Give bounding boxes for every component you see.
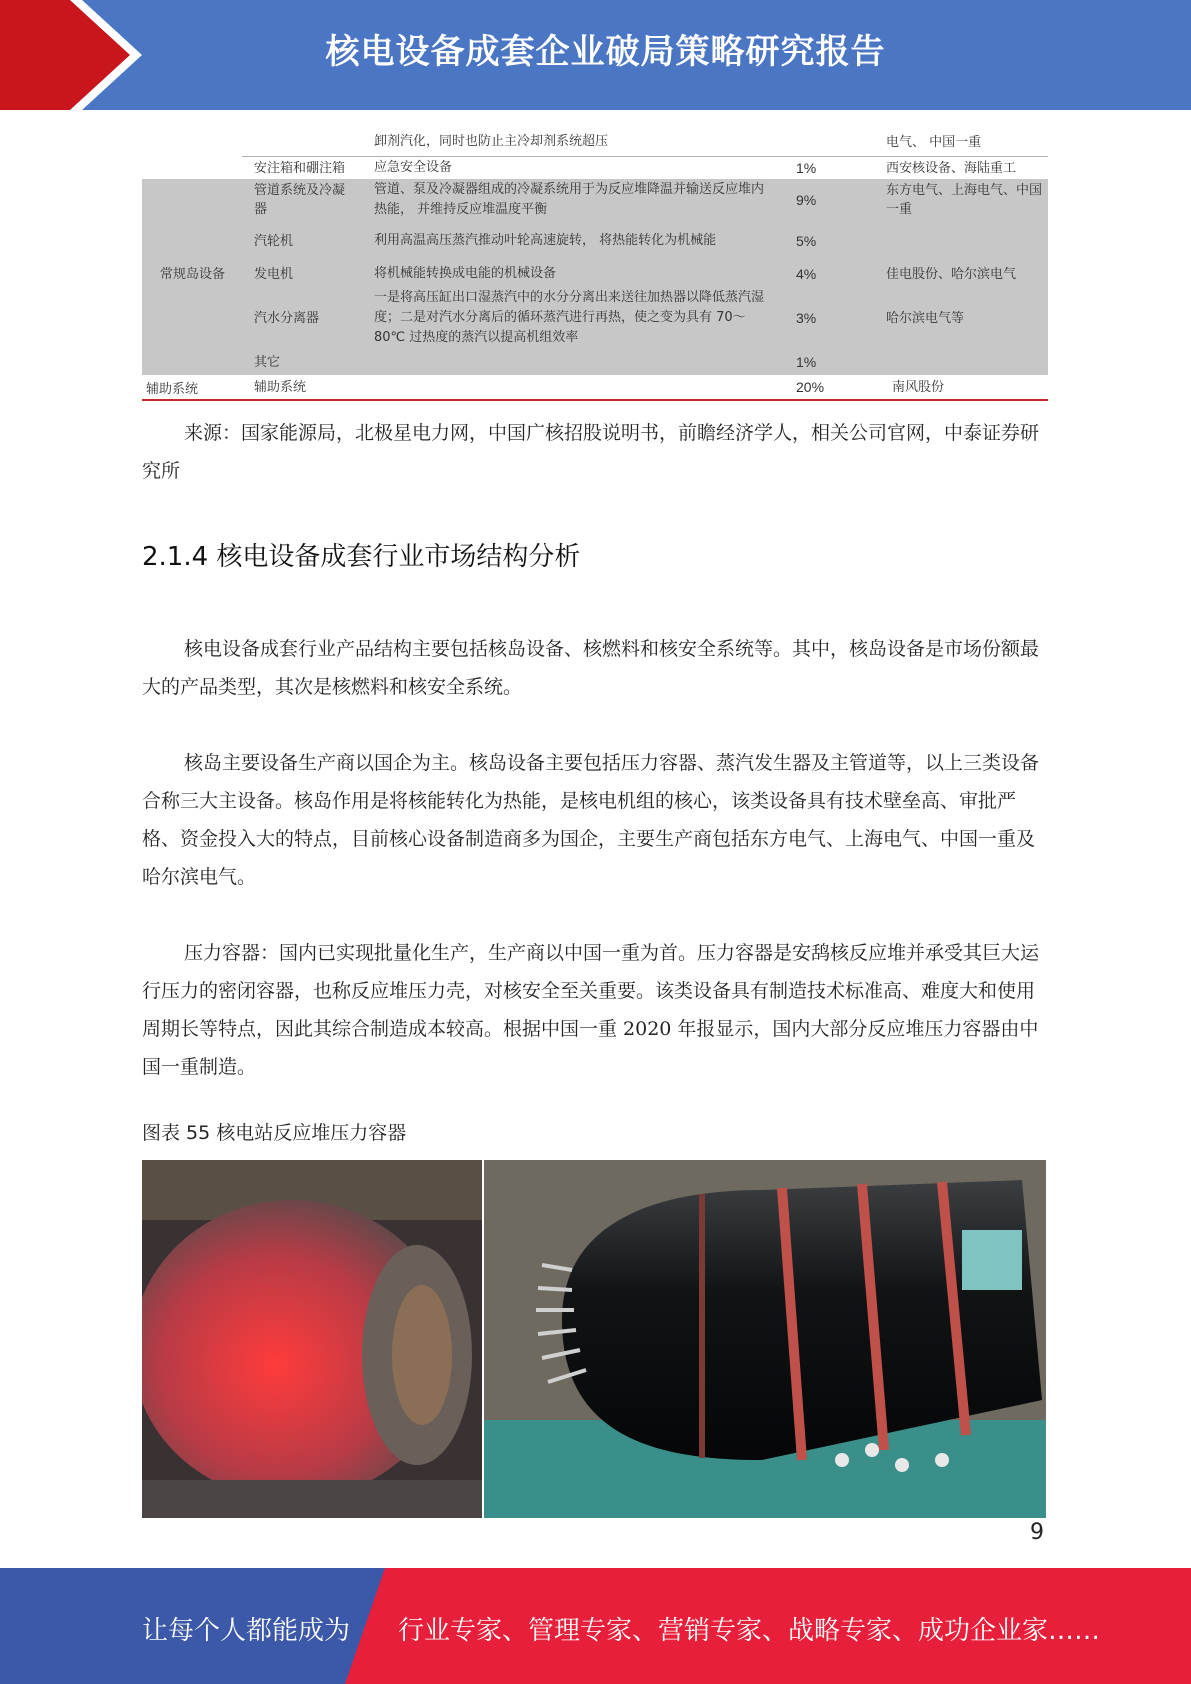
table-row: 管道系统及冷凝器 管道、泵及冷凝器组成的冷凝系统用于为反应堆降温并输送反应堆内热能， 并维持反应堆温度平衡 9% 东方电气、上海电气、中国一重 bbox=[254, 182, 1043, 217]
table-bottom-rule bbox=[142, 399, 1048, 401]
table-row: 汽轮机 利用高温高压蒸汽推动叶轮高速旋转， 将热能转化为机械能 5% bbox=[254, 233, 817, 249]
page-header bbox=[0, 0, 1191, 110]
paragraph-3: 压力容器：国内已实现批量化生产，生产商以中国一重为首。压力容器是安鸹核反应堆并承受其巨大运行压力的密闭容器，也称反应堆压力壳，对核安全至关重要。该类设备具有制造技术标准高、难度大和使用周期长等特点，因此其综合制造成本较高。根据中国一重 2020 年报显示，国内大部分反应堆压力容器由中国一重制造。 bbox=[142, 942, 1040, 1078]
section-heading: 2.1.4 核电设备成套行业市场结构分析 bbox=[142, 542, 581, 572]
category-label: 常规岛设备 bbox=[160, 267, 226, 282]
equipment-table bbox=[142, 128, 1048, 401]
paragraph-1: 核电设备成套行业产品结构主要包括核岛设备、核燃料和核安全系统等。其中，核岛设备是市场份额最大的产品类型，其次是核燃料和核安全系统。 bbox=[142, 638, 1040, 698]
paragraph-2: 核岛主要设备生产商以国企为主。核岛设备主要包括压力容器、蒸汽发生器及主管道等，以上三类设备合称三大主设备。核岛作用是将核能转化为热能，是核电机组的核心，该类设备具有技术壁垒高、审批严格、资金投入大的特点，目前核心设备制造商多为国企，主要生产商包括东方电气、上海电气、中国一重及哈尔滨电气。 bbox=[142, 752, 1040, 888]
report-title: 核电设备成套企业破局策略研究报告 bbox=[325, 32, 886, 72]
table-row: 辅助系统 辅助系统 20% 南风股份 bbox=[146, 379, 945, 397]
footer-slogan-right: 行业专家、管理专家、营销专家、战略专家、成功企业家…… bbox=[398, 1616, 1101, 1646]
page-number: 9 bbox=[1030, 1520, 1044, 1545]
table-row: 发电机 将机械能转换成电能的机械设备 4% 佳电股份、哈尔滨电气 bbox=[254, 266, 1017, 282]
table-row: 安注箱和硼注箱 应急安全设备 1% 西安核设备、海陆重工 bbox=[254, 160, 1017, 176]
table-row: 汽水分离器 一是将高压缸出口湿蒸汽中的水分分离出来送往加热器以降低蒸汽湿度；二是对汽水分离后的循环蒸汽进行再热，使之变为具有 70～80℃ 过热度的蒸汽以提高机组效率 3% 哈尔滨电气等 bbox=[254, 290, 965, 345]
table-row: 卸剂汽化，同时也防止主冷却剂系统超压 电气、 中国一重 bbox=[374, 134, 982, 150]
reactor-pressure-vessel-photo bbox=[142, 1160, 1046, 1518]
table-row: 其它 1% bbox=[254, 354, 817, 370]
conventional-island-group bbox=[142, 179, 1048, 375]
figure-caption: 图表 55 核电站反应堆压力容器 bbox=[142, 1122, 407, 1144]
footer-slogan-left: 让每个人都能成为 bbox=[142, 1616, 351, 1646]
table-source: 来源：国家能源局，北极星电力网，中国广核招股说明书，前瞻经济学人，相关公司官网，中泰证券研究所 bbox=[142, 422, 1040, 482]
